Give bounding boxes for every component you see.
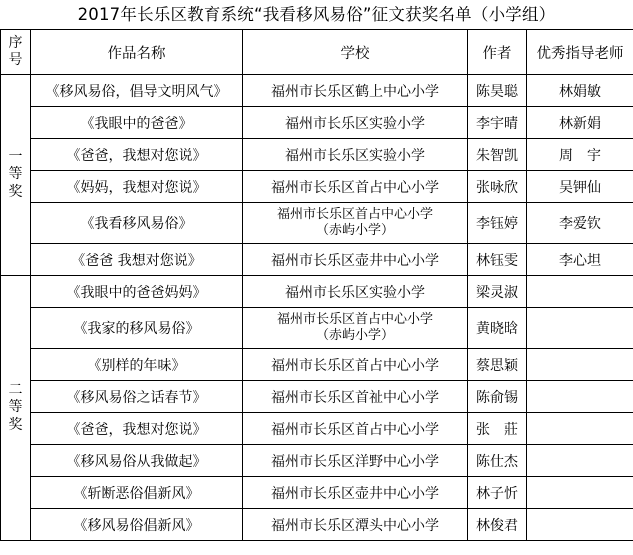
award-rank: 二 等 奖 [1,276,31,541]
teacher-name: 林新娟 [527,107,633,139]
teacher-name [527,349,633,381]
header-work: 作品名称 [31,30,243,75]
teacher-name: 林娟敏 [527,75,633,107]
header-author: 作者 [468,30,527,75]
school-name: 福州市长乐区实验小学 [243,276,468,308]
table-row [1,445,633,477]
table-row [1,171,633,203]
school-name: 福州市长乐区首占中心小学 [243,349,468,381]
work-title: 《别样的年味》 [31,349,243,381]
school-name: 福州市长乐区首占中心小学 （赤屿小学） [243,203,468,244]
author-name: 陈仕杰 [468,445,527,477]
work-title: 《移风易俗，倡导文明风气》 [31,75,243,107]
work-title: 《移风易俗从我做起》 [31,445,243,477]
work-title: 《爸爸，我想对您说》 [31,139,243,171]
author-name: 蔡思颖 [468,349,527,381]
author-name: 陈昊聪 [468,75,527,107]
table-row [1,349,633,381]
work-title: 《妈妈，我想对您说》 [31,171,243,203]
school-name: 福州市长乐区实验小学 [243,139,468,171]
author-name: 黄晓晗 [468,308,527,349]
school-name: 福州市长乐区实验小学 [243,107,468,139]
award-rank: 一 等 奖 [1,75,31,276]
header-seq: 序 号 [1,30,31,75]
author-name: 张 莊 [468,413,527,445]
teacher-name [527,413,633,445]
author-name: 朱智凯 [468,139,527,171]
work-title: 《爸爸 我想对您说》 [31,244,243,276]
header-school: 学校 [243,30,468,75]
school-name: 福州市长乐区首占中心小学 （赤屿小学） [243,308,468,349]
author-name: 李宇晴 [468,107,527,139]
table-row [1,308,633,349]
table-row [1,75,633,107]
table-row [1,509,633,541]
table-row [1,244,633,276]
award-table [0,29,633,541]
author-name: 梁灵淑 [468,276,527,308]
header-teacher: 优秀指导老师 [527,30,633,75]
table-row [1,477,633,509]
work-title: 《我眼中的爸爸妈妈》 [31,276,243,308]
work-title: 《我看移风易俗》 [31,203,243,244]
award-body [1,75,633,541]
school-name: 福州市长乐区鹤上中心小学 [243,75,468,107]
table-row [1,276,633,308]
work-title: 《我家的移风易俗》 [31,308,243,349]
work-title: 《移风易俗之话春节》 [31,381,243,413]
table-row [1,203,633,244]
header-row [1,30,633,75]
work-title: 《爸爸，我想对您说》 [31,413,243,445]
school-name: 福州市长乐区潭头中心小学 [243,509,468,541]
teacher-name [527,445,633,477]
author-name: 李钰婷 [468,203,527,244]
teacher-name [527,477,633,509]
school-name: 福州市长乐区首祉中心小学 [243,381,468,413]
table-row [1,139,633,171]
table-row [1,107,633,139]
work-title: 《移风易俗倡新风》 [31,509,243,541]
page-title: 2017年长乐区教育系统“我看移风易俗”征文获奖名单（小学组） [77,5,556,24]
author-name: 陈俞锡 [468,381,527,413]
work-title: 《我眼中的爸爸》 [31,107,243,139]
teacher-name [527,381,633,413]
teacher-name: 李爱钦 [527,203,633,244]
table-row [1,413,633,445]
teacher-name [527,509,633,541]
teacher-name: 周 宇 [527,139,633,171]
author-name: 林子忻 [468,477,527,509]
teacher-name: 李心坦 [527,244,633,276]
teacher-name [527,276,633,308]
school-name: 福州市长乐区洋野中心小学 [243,445,468,477]
author-name: 林俊君 [468,509,527,541]
table-row [1,381,633,413]
school-name: 福州市长乐区壶井中心小学 [243,244,468,276]
author-name: 林钰雯 [468,244,527,276]
teacher-name [527,308,633,349]
teacher-name: 吴钾仙 [527,171,633,203]
school-name: 福州市长乐区首占中心小学 [243,171,468,203]
author-name: 张咏欣 [468,171,527,203]
work-title: 《斩断恶俗倡新风》 [31,477,243,509]
school-name: 福州市长乐区首占中心小学 [243,413,468,445]
school-name: 福州市长乐区壶井中心小学 [243,477,468,509]
